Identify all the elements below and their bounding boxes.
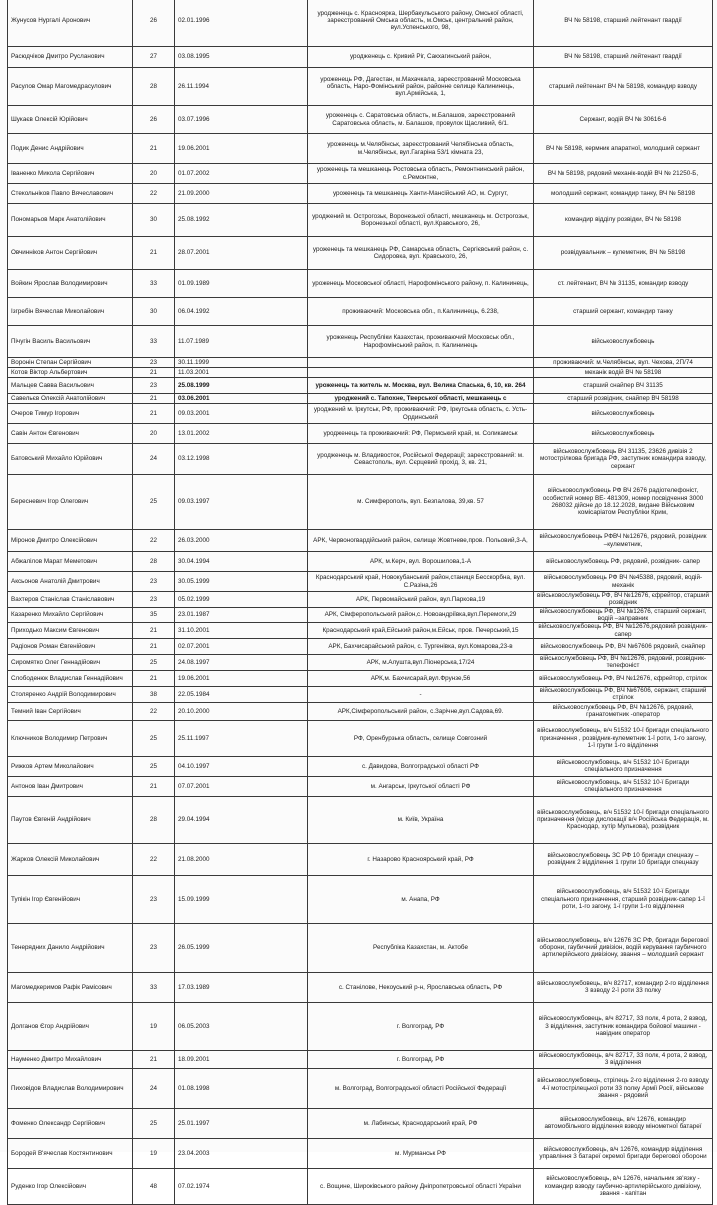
- person-age: 21: [133, 639, 175, 655]
- address-cell: уроженець РФ, Дагестан, м.Махачкала, зареєстрований Московська область, Наро-Фомінський район, районне селище Калининець, вул.Армійська, 1,: [308, 68, 534, 106]
- table-row: [8, 1108, 713, 1138]
- person-name: Тенерядних Данило Андрійович: [8, 923, 133, 972]
- person-age: 48: [133, 1168, 175, 1204]
- person-age: 21: [133, 394, 175, 404]
- person-age: 22: [133, 530, 175, 552]
- military-unit: військовослужбовець, в/ч 51532 10-ї Бригади спеціального призначення: [534, 776, 713, 796]
- birth-date: 23.01.1987: [175, 607, 308, 623]
- table-row: [8, 720, 713, 756]
- table-row: [8, 702, 713, 720]
- table-row: [8, 164, 713, 184]
- person-age: 28: [133, 796, 175, 843]
- personnel-table-body: [8, 0, 713, 1204]
- address-cell: с. Вощине, Широківського району Дніпропетровської області України: [308, 1168, 534, 1204]
- person-age: 25: [133, 720, 175, 756]
- person-age: 24: [133, 444, 175, 475]
- address-cell: АРК, м.Керч, вул. Ворошилова,1-А: [308, 552, 534, 572]
- table-row: [8, 623, 713, 639]
- table-row: [8, 475, 713, 530]
- military-unit: військослужбовець РФ, ВЧ №12676, рядовий, розвідник- телефоніст: [534, 655, 713, 671]
- address-cell: [308, 358, 534, 368]
- person-age: 21: [133, 1050, 175, 1068]
- person-name: Міронов Дмитро Олексійович: [8, 530, 133, 552]
- address-cell: уродженець м. Владивосток, Російської Федерації; зареєстрований: м. Севастополь, вул. Сєрцевий прохід, 3, кв. 21,: [308, 444, 534, 475]
- person-age: 38: [133, 686, 175, 702]
- military-unit: військовослужбовець, стрілець 2-го відділення 2-го взводу 4-ї мотострілецької роти 33 полку Армії Росії, військове звання - рядовий: [534, 1068, 713, 1108]
- address-cell: АРК, Первомайський район, вул.Паркова,19: [308, 592, 534, 608]
- birth-date: 07.02.1974: [175, 1168, 308, 1204]
- table-row: [8, 204, 713, 237]
- person-name: Ізгребін Вячеслав Миколайович: [8, 298, 133, 326]
- table-row: [8, 394, 713, 404]
- military-unit: військовослужбовець РФ, ВЧ №12676, старший сержант, водій –заправник: [534, 607, 713, 623]
- address-cell: м. Мурманськ РФ: [308, 1138, 534, 1168]
- table-row: [8, 530, 713, 552]
- birth-date: 20.10.2000: [175, 702, 308, 720]
- table-row: [8, 639, 713, 655]
- military-unit: старший лейтенант ВЧ № 58198, командир взводу: [534, 68, 713, 106]
- person-name: Аксьонов Анатолій Дмитрович: [8, 572, 133, 592]
- address-cell: г. Волгоград, РФ: [308, 1050, 534, 1068]
- address-cell: уроженець с. Саратовська область, м.Балашов, зареєстрований Саратовська область, м. Балашов, провулок Щасливий, 6/1.: [308, 106, 534, 134]
- address-cell: м. Київ, Україна: [308, 796, 534, 843]
- person-name: Пічугін Василь Васильович: [8, 326, 133, 358]
- birth-date: 30.11.1999: [175, 358, 308, 368]
- military-unit: військовослужбовець, в/ч 51532 10-ї бригади спеціального призначення , розвідник-кулеметник 1-ї роти, 1-го загону, 1-ї групи 1-го відділення: [534, 720, 713, 756]
- person-age: 33: [133, 972, 175, 1002]
- military-unit: військовослужбовець: [534, 404, 713, 424]
- birth-date: 11.07.1989: [175, 326, 308, 358]
- military-unit: військовослужбовець РФ ВЧ №45388, рядовий, водій-механік: [534, 572, 713, 592]
- person-name: Абжалілов Марат Меметович: [8, 552, 133, 572]
- table-row: [8, 592, 713, 608]
- table-row: [8, 404, 713, 424]
- person-name: Паутов Євгеній Андрійович: [8, 796, 133, 843]
- person-age: 19: [133, 1002, 175, 1050]
- person-age: 25: [133, 475, 175, 530]
- birth-date: 25.08.1999: [175, 378, 308, 394]
- table-row: [8, 106, 713, 134]
- person-age: 21: [133, 623, 175, 639]
- person-age: 30: [133, 204, 175, 237]
- military-unit: розвідувальник – кулеметник, ВЧ № 58198: [534, 237, 713, 270]
- table-row: [8, 368, 713, 378]
- person-name: Очеров Тимур Ігорович: [8, 404, 133, 424]
- person-age: 21: [133, 776, 175, 796]
- person-name: Темний Іван Сергійович: [8, 702, 133, 720]
- birth-date: 25.01.1997: [175, 1108, 308, 1138]
- person-age: 25: [133, 756, 175, 776]
- birth-date: 15.09.1999: [175, 875, 308, 923]
- address-cell: уроджений м. Іркутськ, РФ, проживаючий: РФ, Іркутська область, с. Усть-Ординський: [308, 404, 534, 424]
- military-unit: військовослужбовець, в/ч 51532 10-ї Бригади спеціального призначення: [534, 756, 713, 776]
- birth-date: 25.08.1992: [175, 204, 308, 237]
- military-unit: військовослужбовець РФ, ВЧ №12676,рядовий розвідник- сапер: [534, 623, 713, 639]
- person-name: Казаренко Михайло Сергійович: [8, 607, 133, 623]
- address-cell: уроженець та мешканець Ростовська область, Ремонтнинський район, с.Ремонтне,: [308, 164, 534, 184]
- birth-date: 03.08.1995: [175, 47, 308, 68]
- person-age: 27: [133, 47, 175, 68]
- military-unit: ВЧ № 58198, рядовий механік-водій ВЧ № 21250-Б,: [534, 164, 713, 184]
- address-cell: уроджений м. Острогозьк, Воронезької області, мешканець м. Острогозьк, Воронезької області, вул.Кравського, 26,: [308, 204, 534, 237]
- birth-date: 09.03.1997: [175, 475, 308, 530]
- person-age: 22: [133, 184, 175, 204]
- military-unit: механік водій ВЧ № 58198: [534, 368, 713, 378]
- table-row: [8, 572, 713, 592]
- birth-date: 21.09.2000: [175, 184, 308, 204]
- person-age: 23: [133, 378, 175, 394]
- person-age: 26: [133, 106, 175, 134]
- person-age: 33: [133, 326, 175, 358]
- table-row: [8, 68, 713, 106]
- table-row: [8, 1138, 713, 1168]
- birth-date: 06.05.2003: [175, 1002, 308, 1050]
- military-unit: військовослужбовець, в/ч 51532 10-ї бригади спеціального призначення (місце дислокації в/ч Російська Федерація, м. Краснодар, хутір Мулькова), розвідник: [534, 796, 713, 843]
- table-row: [8, 1068, 713, 1108]
- person-name: Бородей В'ячеслав Костянтинович: [8, 1138, 133, 1168]
- table-row: [8, 923, 713, 972]
- military-unit: старший снайпер ВЧ 31135: [534, 378, 713, 394]
- person-age: 25: [133, 655, 175, 671]
- birth-date: 30.04.1994: [175, 552, 308, 572]
- military-unit: військовослужбовець, в/ч 12676, командир автомобільного відділення взводу мінометної батареї: [534, 1108, 713, 1138]
- person-name: Мальцев Савва Васильович: [8, 378, 133, 394]
- military-unit: військовослужбовець РФ, ВЧ №67606, сержант, старший стрілок: [534, 686, 713, 702]
- table-row: [8, 134, 713, 164]
- military-unit: ВЧ № 58198, старший лейтенант гвардії: [534, 0, 713, 47]
- person-name: Овчинніков Антон Сергійович: [8, 237, 133, 270]
- person-name: Фоменко Олександр Сергійович: [8, 1108, 133, 1138]
- birth-date: 19.06.2001: [175, 670, 308, 686]
- person-name: Бересневич Ігор Олегович: [8, 475, 133, 530]
- military-unit: військовослужбовець, в/ч 82717, командир 2-го відділення 3 взводу 2-ї роти 33 полку: [534, 972, 713, 1002]
- person-name: Сиромятко Олег Геннадійович: [8, 655, 133, 671]
- person-age: 23: [133, 592, 175, 608]
- military-unit: військовослужбовець ЗС РФ 10 бригади спецназу – розвідник 2 відділення 1 групи 10 бригади спецназу: [534, 843, 713, 875]
- address-cell: РФ, Оренбурзька область, селище Совгозний: [308, 720, 534, 756]
- table-row: [8, 1168, 713, 1204]
- person-age: 33: [133, 270, 175, 298]
- military-unit: ВЧ № 58198, старший лейтенант гвардії: [534, 47, 713, 68]
- military-unit: молодший сержант, командир танку, ВЧ № 58198: [534, 184, 713, 204]
- table-row: [8, 326, 713, 358]
- birth-date: 03.12.1998: [175, 444, 308, 475]
- person-age: 23: [133, 572, 175, 592]
- address-cell: м. Лабинськ, Краснодарський край, РФ: [308, 1108, 534, 1138]
- person-age: 20: [133, 424, 175, 444]
- military-unit: військовослужбовець РФ, ВЧ №12676, єфрейтор, стрілок: [534, 670, 713, 686]
- birth-date: 13.01.2002: [175, 424, 308, 444]
- person-age: 21: [133, 237, 175, 270]
- person-age: 20: [133, 164, 175, 184]
- military-unit: військовослужбовець, в/ч 12676 ЗС РФ, бригади берегової оборони, гаубичний дивізіон, водій керування гаубичного артилерійського дивізіону, звання – молодший сержант: [534, 923, 713, 972]
- birth-date: 28.07.2001: [175, 237, 308, 270]
- address-cell: АРК,м. Бахчисарай,вул.Фрунзе,56: [308, 670, 534, 686]
- table-row: [8, 184, 713, 204]
- military-unit: військовослужбовець, в/ч 51532 10-ї Бригади спеціального призначення, старший розвідник-сапер 1-ї роти, 1-го загону, 1-ї групи 1-го відділення: [534, 875, 713, 923]
- address-cell: уродженець та проживаючий: РФ, Пермський край, м. Соликамськ: [308, 424, 534, 444]
- birth-date: 07.07.2001: [175, 776, 308, 796]
- personnel-table: [7, 0, 713, 1205]
- birth-date: 30.05.1999: [175, 572, 308, 592]
- address-cell: уроженець та житель м. Москва, вул. Велика Спаська, 6, 10, кв. 264: [308, 378, 534, 394]
- military-unit: військовослужбовець: [534, 326, 713, 358]
- table-row: [8, 875, 713, 923]
- person-name: Войкин Ярослав Володимирович: [8, 270, 133, 298]
- person-name: Долганов Єгор Андрійович: [8, 1002, 133, 1050]
- birth-date: 02.07.2001: [175, 639, 308, 655]
- birth-date: 03.06.2001: [175, 394, 308, 404]
- address-cell: м. Анапа, РФ: [308, 875, 534, 923]
- person-name: Антонов Іван Дмитрович: [8, 776, 133, 796]
- birth-date: 21.08.2000: [175, 843, 308, 875]
- person-name: Подик Денис Андрійович: [8, 134, 133, 164]
- table-row: [8, 655, 713, 671]
- address-cell: АРК, м.Алушта,вул.Піонерська,17/24: [308, 655, 534, 671]
- person-age: 21: [133, 134, 175, 164]
- table-row: [8, 843, 713, 875]
- person-age: 21: [133, 368, 175, 378]
- person-name: Пономарьов Марк Анатолійович: [8, 204, 133, 237]
- birth-date: 11.03.2001: [175, 368, 308, 378]
- person-name: Слободенюк Владислав Геннадійович: [8, 670, 133, 686]
- military-unit: ст. лейтенант, ВЧ № 31135, командир взводу: [534, 270, 713, 298]
- address-cell: Краснодарський край,Ейський район,м.Ейськ, пров. Печерський,15: [308, 623, 534, 639]
- birth-date: 05.02.1999: [175, 592, 308, 608]
- birth-date: 01.07.2002: [175, 164, 308, 184]
- table-row: [8, 0, 713, 47]
- address-cell: м. Симферополь, вул. Безпалова, 39,кв. 57: [308, 475, 534, 530]
- military-unit: військовослужбовець РФ, ВЧ №67606 рядовий, снайпер: [534, 639, 713, 655]
- person-age: 24: [133, 1068, 175, 1108]
- military-unit: військовослужбовець РФ ВЧ 2676 радіотелефоніст, особистий номер ВЕ- 481309, номер посвідчення 3000 268032 дійсне до 18.12.2028, видане Військовим комісаріатом Республіки Крим,: [534, 475, 713, 530]
- birth-date: 04.10.1997: [175, 756, 308, 776]
- address-cell: уроженець та мешканець РФ, Самарська область, Сергієвський район, с. Сидоровка, вул. Кравського, 26,: [308, 237, 534, 270]
- address-cell: Республіка Казахстан, м. Актобе: [308, 923, 534, 972]
- military-unit: старший сержант, командир танку: [534, 298, 713, 326]
- person-age: 28: [133, 68, 175, 106]
- military-unit: військовослужбовець РФВЧ №12676, рядовий, розвідник –кулеметник,: [534, 530, 713, 552]
- military-unit: військовослужбовець, в/ч 12676, командир відділення управління 3 батареї окремої бригади берегової оборони: [534, 1138, 713, 1168]
- table-row: [8, 607, 713, 623]
- address-cell: уроженець м.Челябінськ, зареєстрований Челябінська область, м.Челябінськ, вул.Гагаріна 53/1 кімната 23,: [308, 134, 534, 164]
- person-name: Жунусов Нургалі Аронович: [8, 0, 133, 47]
- table-row: [8, 444, 713, 475]
- table-row: [8, 686, 713, 702]
- person-name: Приходько Максим Євгенович: [8, 623, 133, 639]
- address-cell: АРК, Сімферопольський район,с. Новоандріївка,вул.Перемоги,29: [308, 607, 534, 623]
- military-unit: військовослужбовець, в/ч 82717, 33 полк, 4 рота, 2 взвод, 3 відділення: [534, 1050, 713, 1068]
- person-name: Магомедкеримов Рафік Рамісович: [8, 972, 133, 1002]
- military-unit: командир відділу розвідки, ВЧ № 58198: [534, 204, 713, 237]
- address-cell: м. Волгоград, Волгоградської області Російської Федерації: [308, 1068, 534, 1108]
- person-age: 25: [133, 1108, 175, 1138]
- military-unit: Сержант, водій ВЧ № 30616-6: [534, 106, 713, 134]
- birth-date: 22.05.1984: [175, 686, 308, 702]
- table-row: [8, 796, 713, 843]
- address-cell: г. Волгоград, РФ: [308, 1002, 534, 1050]
- table-row: [8, 972, 713, 1002]
- person-name: Руденко Ігор Олексійович: [8, 1168, 133, 1204]
- person-name: Іваненко Микола Сергійович: [8, 164, 133, 184]
- person-name: Науменко Дмитро Михайлович: [8, 1050, 133, 1068]
- person-name: Шукаєв Олексій Юрійович: [8, 106, 133, 134]
- table-row: [8, 378, 713, 394]
- birth-date: 26.03.2000: [175, 530, 308, 552]
- person-age: 30: [133, 298, 175, 326]
- birth-date: 29.04.1994: [175, 796, 308, 843]
- address-cell: уроджений с. Тапохне, Тверської області, мешканець с: [308, 394, 534, 404]
- table-row: [8, 670, 713, 686]
- person-age: 23: [133, 923, 175, 972]
- military-unit: військовослужбовець РФ, ВЧ №12676, рядовий, гранатометник -оператор: [534, 702, 713, 720]
- person-age: 21: [133, 670, 175, 686]
- person-name: Столяренко Андрій Володимирович: [8, 686, 133, 702]
- address-cell: уродженець с. Кривий Ріг, Сакхагинський район,: [308, 47, 534, 68]
- table-row: [8, 1050, 713, 1068]
- person-age: 19: [133, 1138, 175, 1168]
- address-cell: уроженець Московської області, Нарофомінського району, п. Калининець,: [308, 270, 534, 298]
- address-cell: -: [308, 686, 534, 702]
- person-name: Расюдчіков Дмитро Русланович: [8, 47, 133, 68]
- birth-date: 17.03.1989: [175, 972, 308, 1002]
- table-row: [8, 47, 713, 68]
- address-cell: АРК, Бахчисарайський район, с. Тургенівка, вул.Комарова,23-в: [308, 639, 534, 655]
- birth-date: 09.03.2001: [175, 404, 308, 424]
- birth-date: 31.10.2001: [175, 623, 308, 639]
- address-cell: АРК, Червоногвардійський район, селище Жовтневе,пров. Польовий,3-А,: [308, 530, 534, 552]
- military-unit: військовослужбовець, в/ч 82717, 33 полк, 4 рота, 2 взвод, 3 відділення, заступник командира бойової машини - навідник оператор: [534, 1002, 713, 1050]
- person-name: Батовський Михайло Юрійович: [8, 444, 133, 475]
- person-name: Радіонов Роман Євгенійович: [8, 639, 133, 655]
- address-cell: Краснодарський край, Новокубанський район,станиця Бесскорбна, вул. С.Разіна,26: [308, 572, 534, 592]
- table-row: [8, 237, 713, 270]
- address-cell: уроженець Республіки Казахстан, проживаючий Московськ обл., Нарофомінський район, п. Калининець: [308, 326, 534, 358]
- address-cell: уроженець та мешканець Ханти-Мансійський АО, м. Сургут,: [308, 184, 534, 204]
- person-name: Рижков Артем Миколайович: [8, 756, 133, 776]
- military-unit: військовослужбовець: [534, 424, 713, 444]
- person-name: Котов Віктор Альбертович: [8, 368, 133, 378]
- person-age: 28: [133, 552, 175, 572]
- military-unit: старший розвідник, снайпер ВЧ 58198: [534, 394, 713, 404]
- birth-date: 01.09.1989: [175, 270, 308, 298]
- birth-date: 19.06.2001: [175, 134, 308, 164]
- birth-date: 23.04.2003: [175, 1138, 308, 1168]
- table-row: [8, 756, 713, 776]
- table-row: [8, 270, 713, 298]
- military-unit: ВЧ № 58198, кермник апаратної, молодший сержант: [534, 134, 713, 164]
- birth-date: 26.05.1999: [175, 923, 308, 972]
- address-cell: проживаючий: Московська обл., п.Калининець, 6.238,: [308, 298, 534, 326]
- birth-date: 24.08.1997: [175, 655, 308, 671]
- military-unit: військовослужбовець, в/ч 12676, начальник зв'язку - командир взводу гаубично-артилерійського дивізіону, звання - капітан: [534, 1168, 713, 1204]
- address-cell: с. Станілове, Некоуський р-н, Ярославська область, РФ: [308, 972, 534, 1002]
- person-age: 35: [133, 607, 175, 623]
- person-name: Расулов Омар Магомедрасулович: [8, 68, 133, 106]
- birth-date: 02.01.1996: [175, 0, 308, 47]
- table-row: [8, 1002, 713, 1050]
- table-row: [8, 552, 713, 572]
- table-row: [8, 424, 713, 444]
- person-name: Жарков Олексій Миколайович: [8, 843, 133, 875]
- person-name: Стекольніков Павло Вячеславович: [8, 184, 133, 204]
- birth-date: 01.08.1998: [175, 1068, 308, 1108]
- military-unit: військовослужбовець РФ, рядовий, розвідник- сапер: [534, 552, 713, 572]
- person-age: 21: [133, 404, 175, 424]
- military-unit: військовослужбовець ВЧ 31135, 23626 дивізія 2 мотострілкова бригада РФ, заступник командира взводу, сержант: [534, 444, 713, 475]
- table-row: [8, 358, 713, 368]
- person-age: 26: [133, 0, 175, 47]
- birth-date: 18.09.2001: [175, 1050, 308, 1068]
- person-name: Савін Антон Євгенович: [8, 424, 133, 444]
- person-age: 23: [133, 875, 175, 923]
- birth-date: 26.11.1994: [175, 68, 308, 106]
- birth-date: 06.04.1992: [175, 298, 308, 326]
- military-unit: проживаючий: м.Челябінськ, вул. Чехова, 2П/74: [534, 358, 713, 368]
- person-name: Тупікін Ігор Євгенійович: [8, 875, 133, 923]
- address-cell: АРК,Сімферопольський район, с.Зарічне,вул.Садова,69.: [308, 702, 534, 720]
- person-age: 22: [133, 702, 175, 720]
- person-name: Воронін Степан Сергійович: [8, 358, 133, 368]
- person-age: 23: [133, 358, 175, 368]
- military-unit: військовослужбовець РФ, ВЧ №12676, єфрейтор, старший розвідник: [534, 592, 713, 608]
- person-name: Савельєв Олексій Анатолійович: [8, 394, 133, 404]
- address-cell: [308, 368, 534, 378]
- person-name: Ключников Володимир Петрович: [8, 720, 133, 756]
- address-cell: г. Назарово Красноярський край, РФ: [308, 843, 534, 875]
- birth-date: 25.11.1997: [175, 720, 308, 756]
- table-row: [8, 298, 713, 326]
- person-age: 22: [133, 843, 175, 875]
- person-name: Вахтеров Станіслав Станіславович: [8, 592, 133, 608]
- person-name: Пиховідов Владислав Володимирович: [8, 1068, 133, 1108]
- address-cell: м. Ангарськ, Іркутської області РФ: [308, 776, 534, 796]
- address-cell: с. Давидова, Волгоградської області РФ: [308, 756, 534, 776]
- address-cell: уродженець с. Красноярка, Шербакульського району, Омської області, зареєстрований Омська область, м.Омськ, центральний район, вул.Успенського, 98,: [308, 0, 534, 47]
- table-row: [8, 776, 713, 796]
- birth-date: 03.07.1996: [175, 106, 308, 134]
